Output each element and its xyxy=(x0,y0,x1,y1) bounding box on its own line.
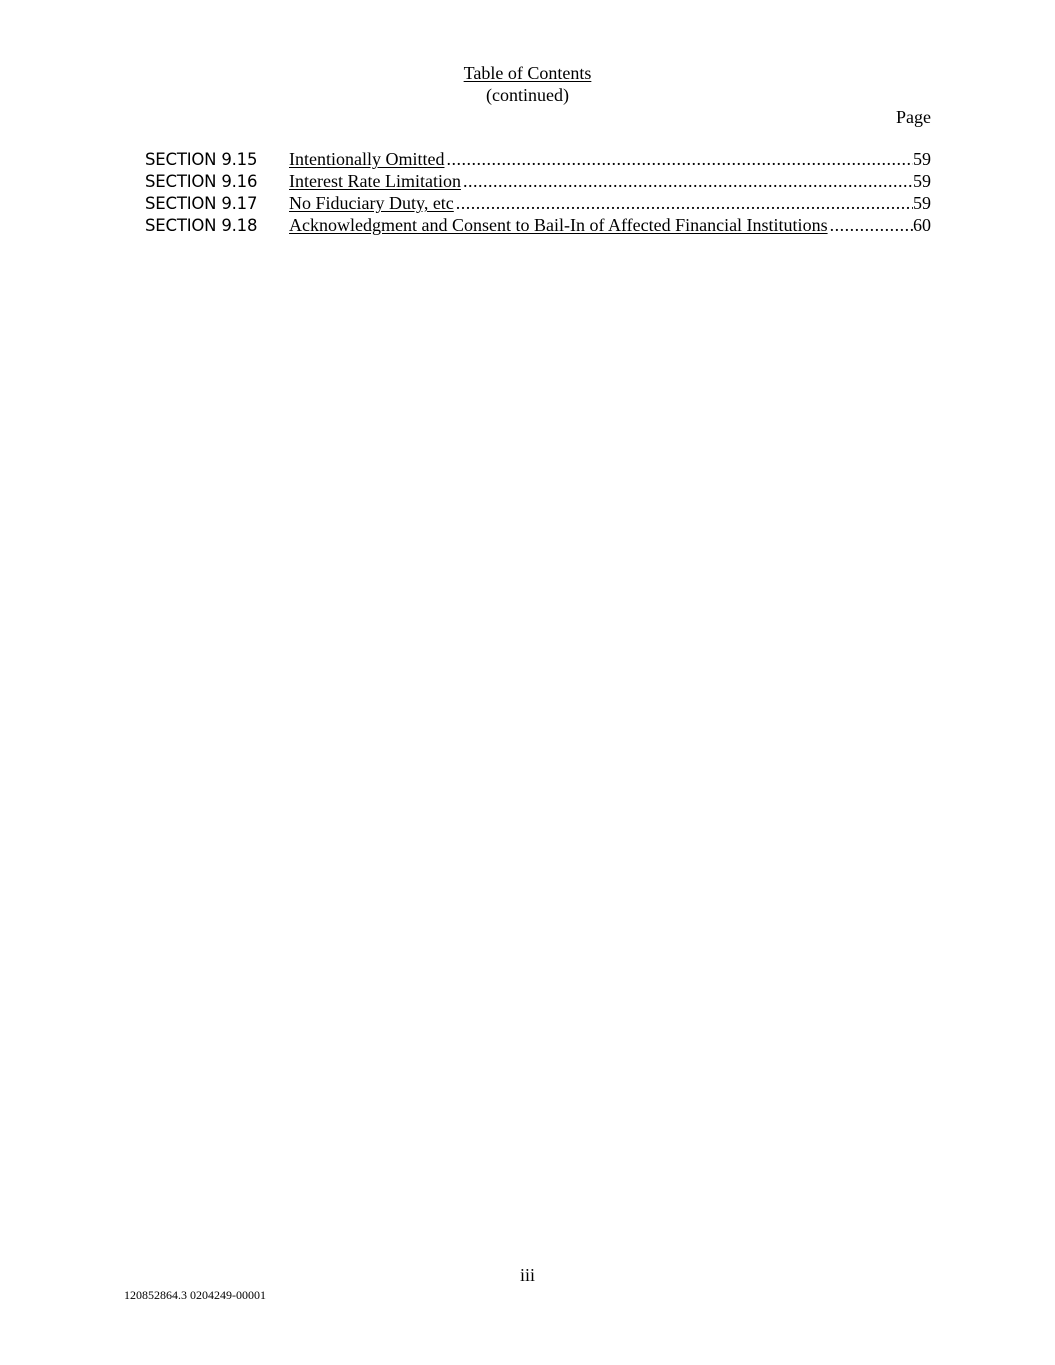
toc-entry-body xyxy=(289,192,931,214)
section-number: SECTION 9.15 xyxy=(145,150,258,169)
toc-entry xyxy=(145,148,931,170)
page-number: 59 xyxy=(913,171,931,191)
toc-header xyxy=(0,62,1055,106)
dot-leader xyxy=(461,170,913,192)
page-number: 60 xyxy=(913,215,931,235)
page-column-label: Page xyxy=(896,107,931,127)
footer-page-number: iii xyxy=(519,1265,535,1285)
toc-entry xyxy=(145,192,931,214)
section-number: SECTION 9.16 xyxy=(145,172,258,191)
section-number: SECTION 9.17 xyxy=(145,194,258,213)
toc-entry xyxy=(145,170,931,192)
toc-subtitle: (continued) xyxy=(486,85,569,105)
section-title-link[interactable]: Acknowledgment and Consent to Bail-In of Affected Financial Institutions xyxy=(289,215,828,235)
page-number: 59 xyxy=(913,193,931,213)
section-number: SECTION 9.18 xyxy=(145,216,258,235)
toc-entry-body xyxy=(289,170,931,192)
toc-entry xyxy=(145,214,931,236)
section-title-link[interactable]: Interest Rate Limitation xyxy=(289,171,461,191)
toc-entry-body xyxy=(289,214,931,236)
section-title-link[interactable]: Intentionally Omitted xyxy=(289,149,445,169)
dot-leader xyxy=(454,192,913,214)
toc-list xyxy=(145,148,931,236)
section-title-link[interactable]: No Fiduciary Duty, etc xyxy=(289,193,454,213)
dot-leader xyxy=(444,148,913,170)
document-id: 120852864.3 0204249-00001 xyxy=(124,1288,266,1302)
page-number: 59 xyxy=(913,149,931,169)
toc-entry-body xyxy=(289,148,931,170)
toc-title: Table of Contents xyxy=(463,63,592,83)
dot-leader xyxy=(828,214,913,236)
